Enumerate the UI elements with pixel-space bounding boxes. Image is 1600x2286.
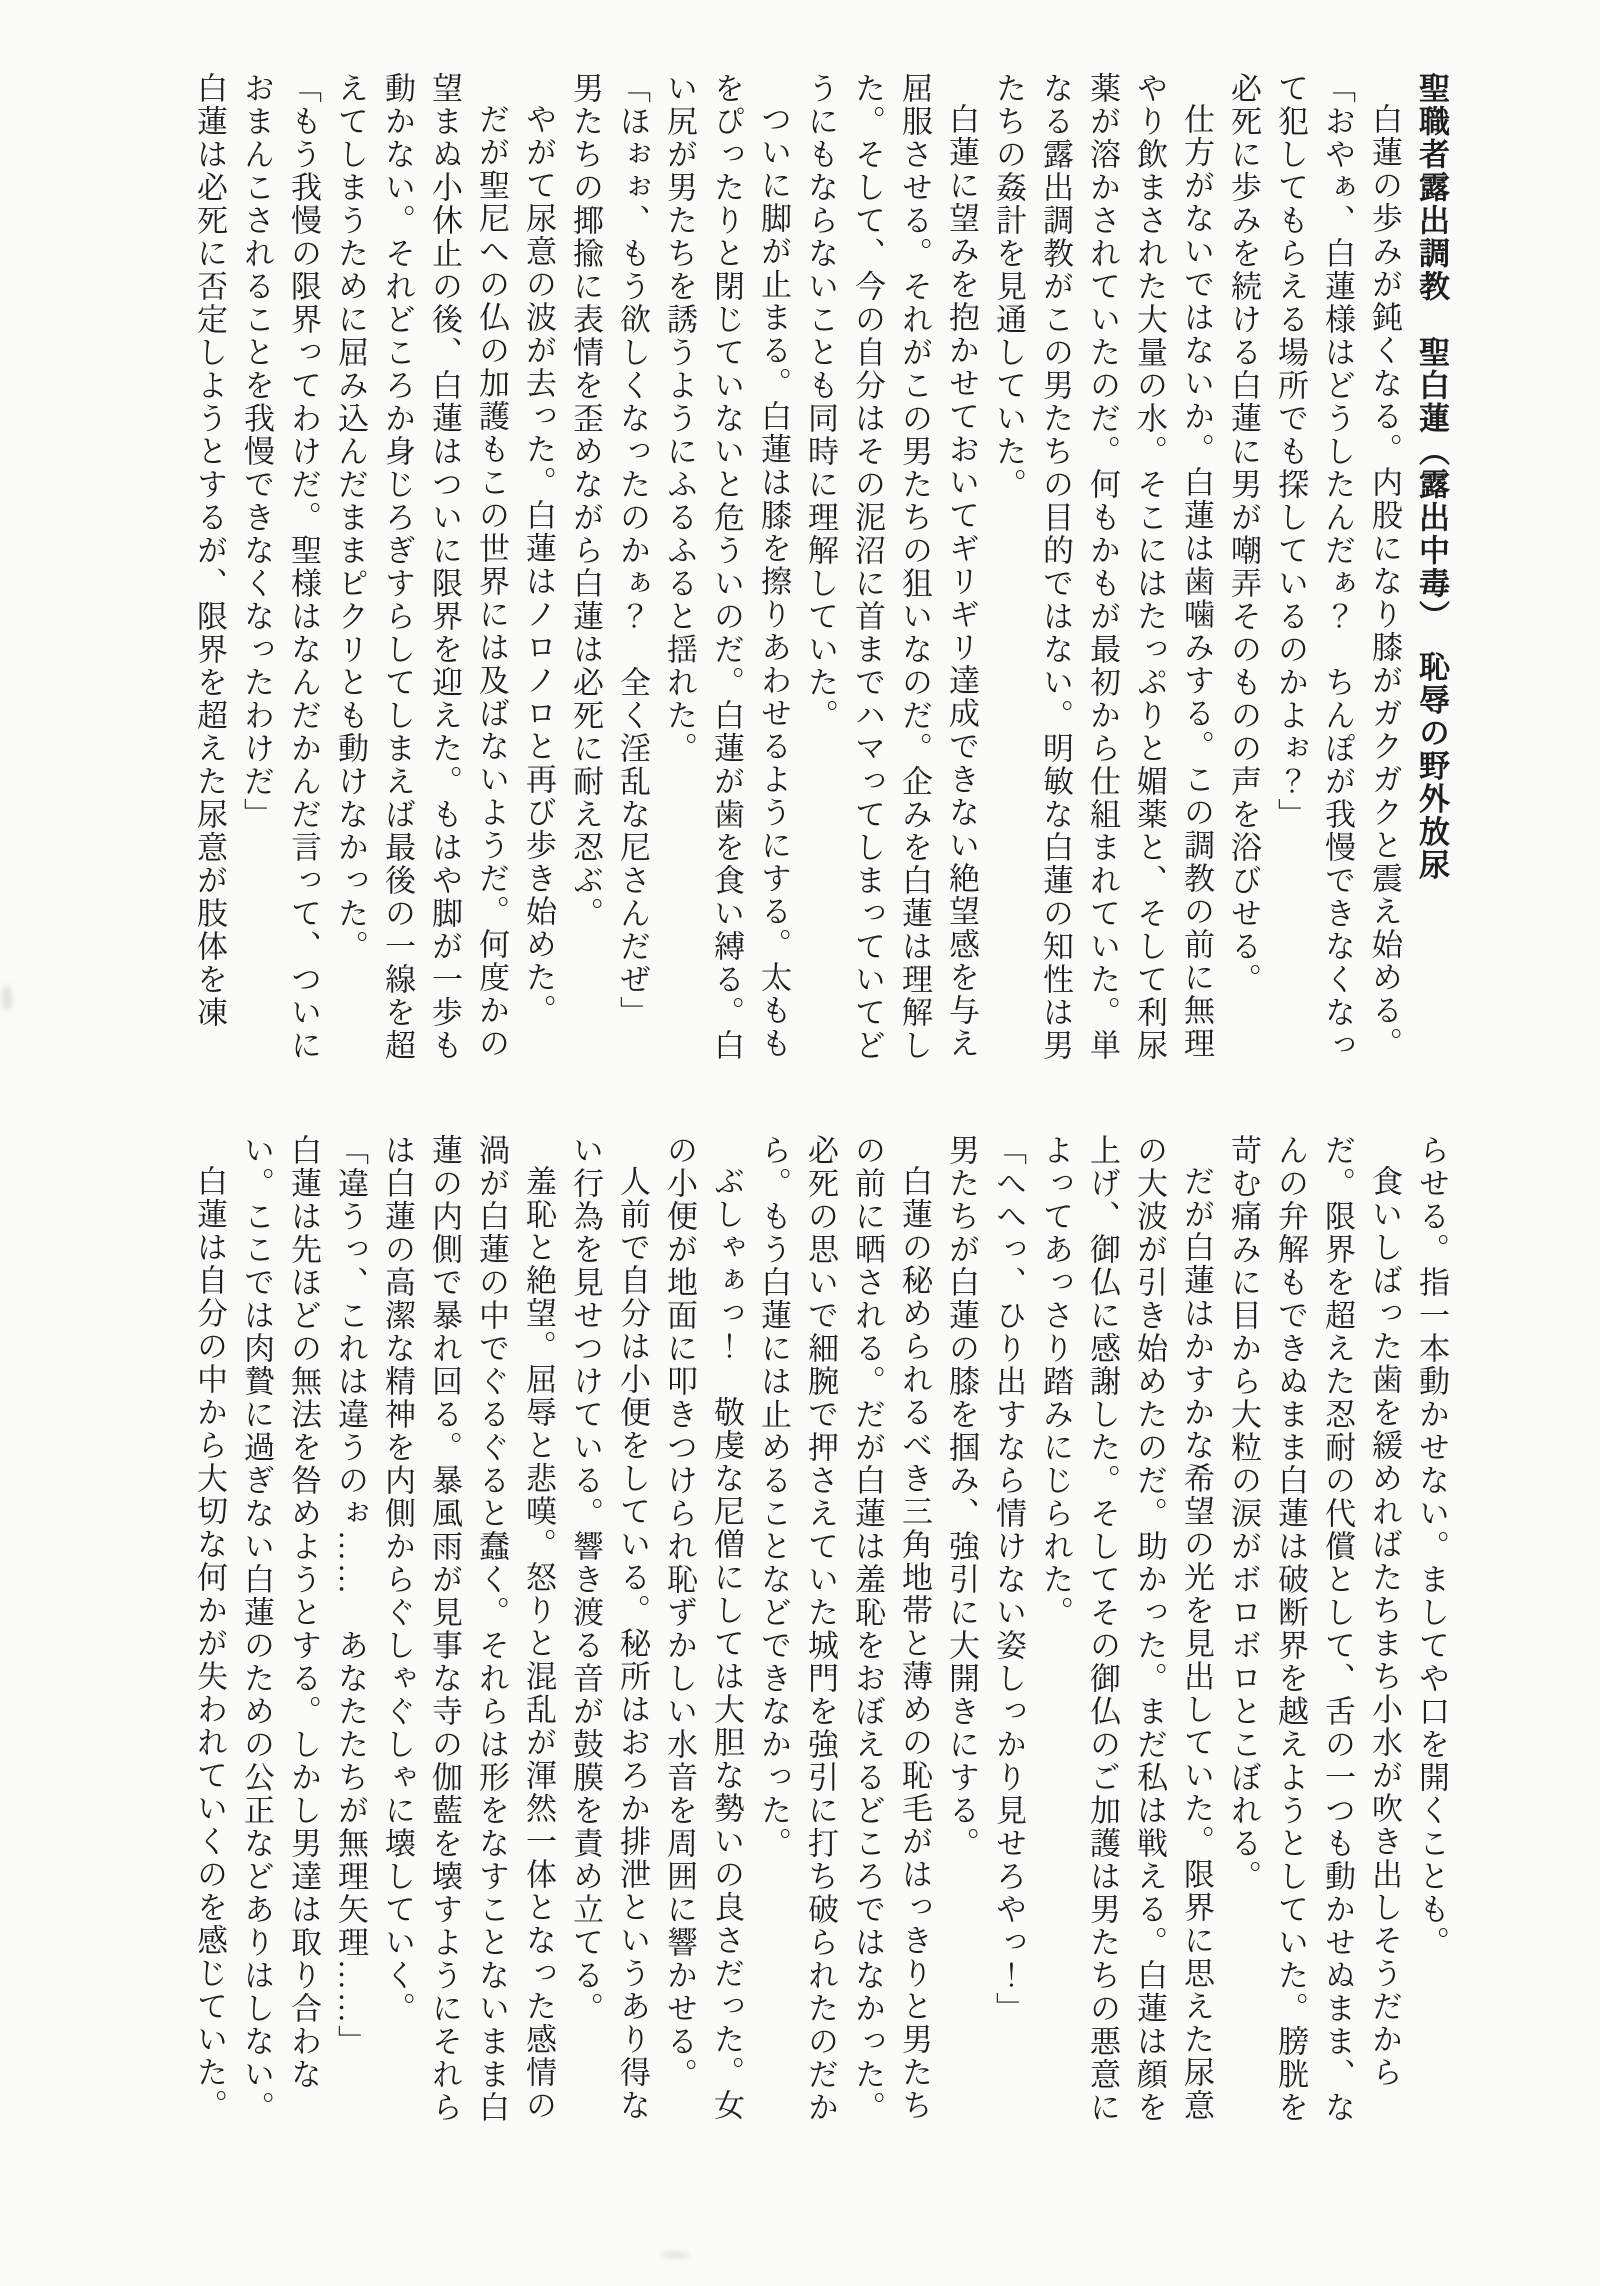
text-block-bottom — [186, 1134, 1455, 2134]
paragraph: 男たちが白蓮の膝を掴み、強引に大開きにする。 — [944, 1134, 979, 1860]
paragraph: 仕方がないではないか。白蓮は歯噛みする。この調教の前に無理やり飲まされた大量の水。そこにはたっぷりと媚薬と、そして利尿薬が溶かされていたのだ。何もかもが最初から仕組まれていた。単なる露出調教がこの男たちの目的ではない。明敏な白蓮の知性は男たちの姦計を見通していた。 — [991, 72, 1214, 1062]
paragraph: やがて尿意の波が去った。白蓮はノロノロと再び歩き始めた。 — [521, 103, 556, 1027]
paragraph: 羞恥と絶望。屈辱と悲嘆。怒りと混乱が渾然一体となった感情の渦が白蓮の中でぐるぐると蠢く。それらは形をなすことないまま白蓮の内側で暴れ回る。暴風雨が見事な寺の伽藍を壊すようにそれらは白蓮の高潔な精神を内側からぐしゃぐしゃに壊していく。 — [380, 1134, 556, 2124]
paragraph: 白蓮は必死に否定しようとするが、限界を超えた尿意が肢体を凍 — [192, 72, 227, 1029]
scan-artifact — [2, 985, 12, 1011]
paragraph: 「もう我慢の限界ってわけだ。聖様はなんだかんだ言って、ついにおまんこされることを我慢できなくなったわけだ」 — [239, 72, 321, 1062]
paragraph: 「へへっ、ひり出すなら情けない姿しっかり見せろやっ！」 — [991, 1134, 1026, 2025]
paragraph: だが聖尼への仏の加護もこの世界には及ばないようだ。何度かの望まぬ小休止の後、白蓮はついに限界を迎えた。もはや脚が一歩も動かない。それどころか身じろぎすらしてしまえば最後の一線を超えてしまうために屈み込んだままピクリとも動けなかった。 — [333, 72, 509, 1062]
paragraph: ぶしゃぁっ！ 敬虔な尼僧にしては大胆な勢いの良さだった。女の小便が地面に叩きつけられ恥ずかしい水音を周囲に響かせる。 — [662, 1134, 744, 2122]
paragraph: 男たちの揶揄に表情を歪めながら白蓮は必死に耐え忍ぶ。 — [568, 72, 603, 930]
paragraph: 白蓮は先ほどの無法を咎めようとする。しかし男達は取り合わない。ここでは肉贄に過ぎない白蓮のための公正などありはしない。 — [239, 1134, 321, 2124]
paragraph: 人前で自分は小便をしている。秘所はおろか排泄というあり得ない行為を見せつけている。響き渡る音が鼓膜を責め立てる。 — [568, 1134, 650, 2122]
paragraph: 白蓮に望みを抱かせておいてギリギリ達成できない絶望感を与え屈服させる。それがこの男たちの狙いなのだ。企みを白蓮は理解した。そして、今の自分はその泥沼に首までハマってしまっていてどうにもならないことも同時に理解していた。 — [803, 72, 979, 1062]
paragraph: だが白蓮はかすかな希望の光を見出していた。限界に思えた尿意の大波が引き始めたのだ。助かった。まだ私は戦える。白蓮は顔を上げ、御仏に感謝した。そしてその御仏のご加護は男たちの悪意によってあっさり踏みにじられた。 — [1038, 1134, 1214, 2124]
text-block-top — [186, 72, 1455, 1072]
paragraph: 必死に歩みを続ける白蓮に男が嘲弄そのものの声を浴びせる。 — [1226, 72, 1261, 996]
paragraph: 白蓮の歩みが鈍くなる。内股になり膝がガクガクと震え始める。 — [1367, 103, 1402, 1060]
paragraph: 「違うっ、これは違うのぉ…… あなたたちが無理矢理……」 — [333, 1134, 368, 2058]
paragraph: 白蓮の秘められるべき三角地帯と薄めの恥毛がはっきりと男たちの前に晒される。だが白蓮は羞恥をおぼえるどころではなかった。必死の思いで細腕で押さえていた城門を強引に打ち破られたのだから。もう白蓮には止めることなどできなかった。 — [756, 1134, 932, 2124]
scan-artifact — [660, 2252, 690, 2258]
paragraph: 白蓮は自分の中から大切な何かが失われていくのを感じていた。 — [192, 1165, 227, 2122]
paragraph: らせる。指一本動かせない。ましてや口を開くことも。 — [1414, 1134, 1449, 1959]
paragraph: ついに脚が止まる。白蓮は膝を擦りあわせるようにする。太ももをぴったりと閉じていないと危ういのだ。白蓮が歯を食い縛る。白い尻が男たちを誘うようにふるふると揺れた。 — [662, 72, 791, 1062]
doc-title: 聖職者露出調教 聖白蓮（露出中毒） 恥辱の野外放尿 — [1414, 72, 1449, 882]
paragraph: 「ほぉぉ、もう欲しくなったのかぁ？ 全く淫乱な尼さんだぜ」 — [615, 72, 650, 1029]
paragraph: 「おやぁ、白蓮様はどうしたんだぁ？ ちんぽが我慢できなくなって犯してもらえる場所でも探しているのかよぉ？」 — [1273, 72, 1355, 1062]
paragraph: 食いしばった歯を緩めればたちまち小水が吹き出しそうだからだ。限界を超えた忍耐の代償として、舌の一つも動かせぬまま、なんの弁解もできぬまま白蓮は破断界を越えようとしていた。膀胱を苛む痛みに目から大粒の涙がボロボロとこぼれる。 — [1226, 1134, 1402, 2124]
